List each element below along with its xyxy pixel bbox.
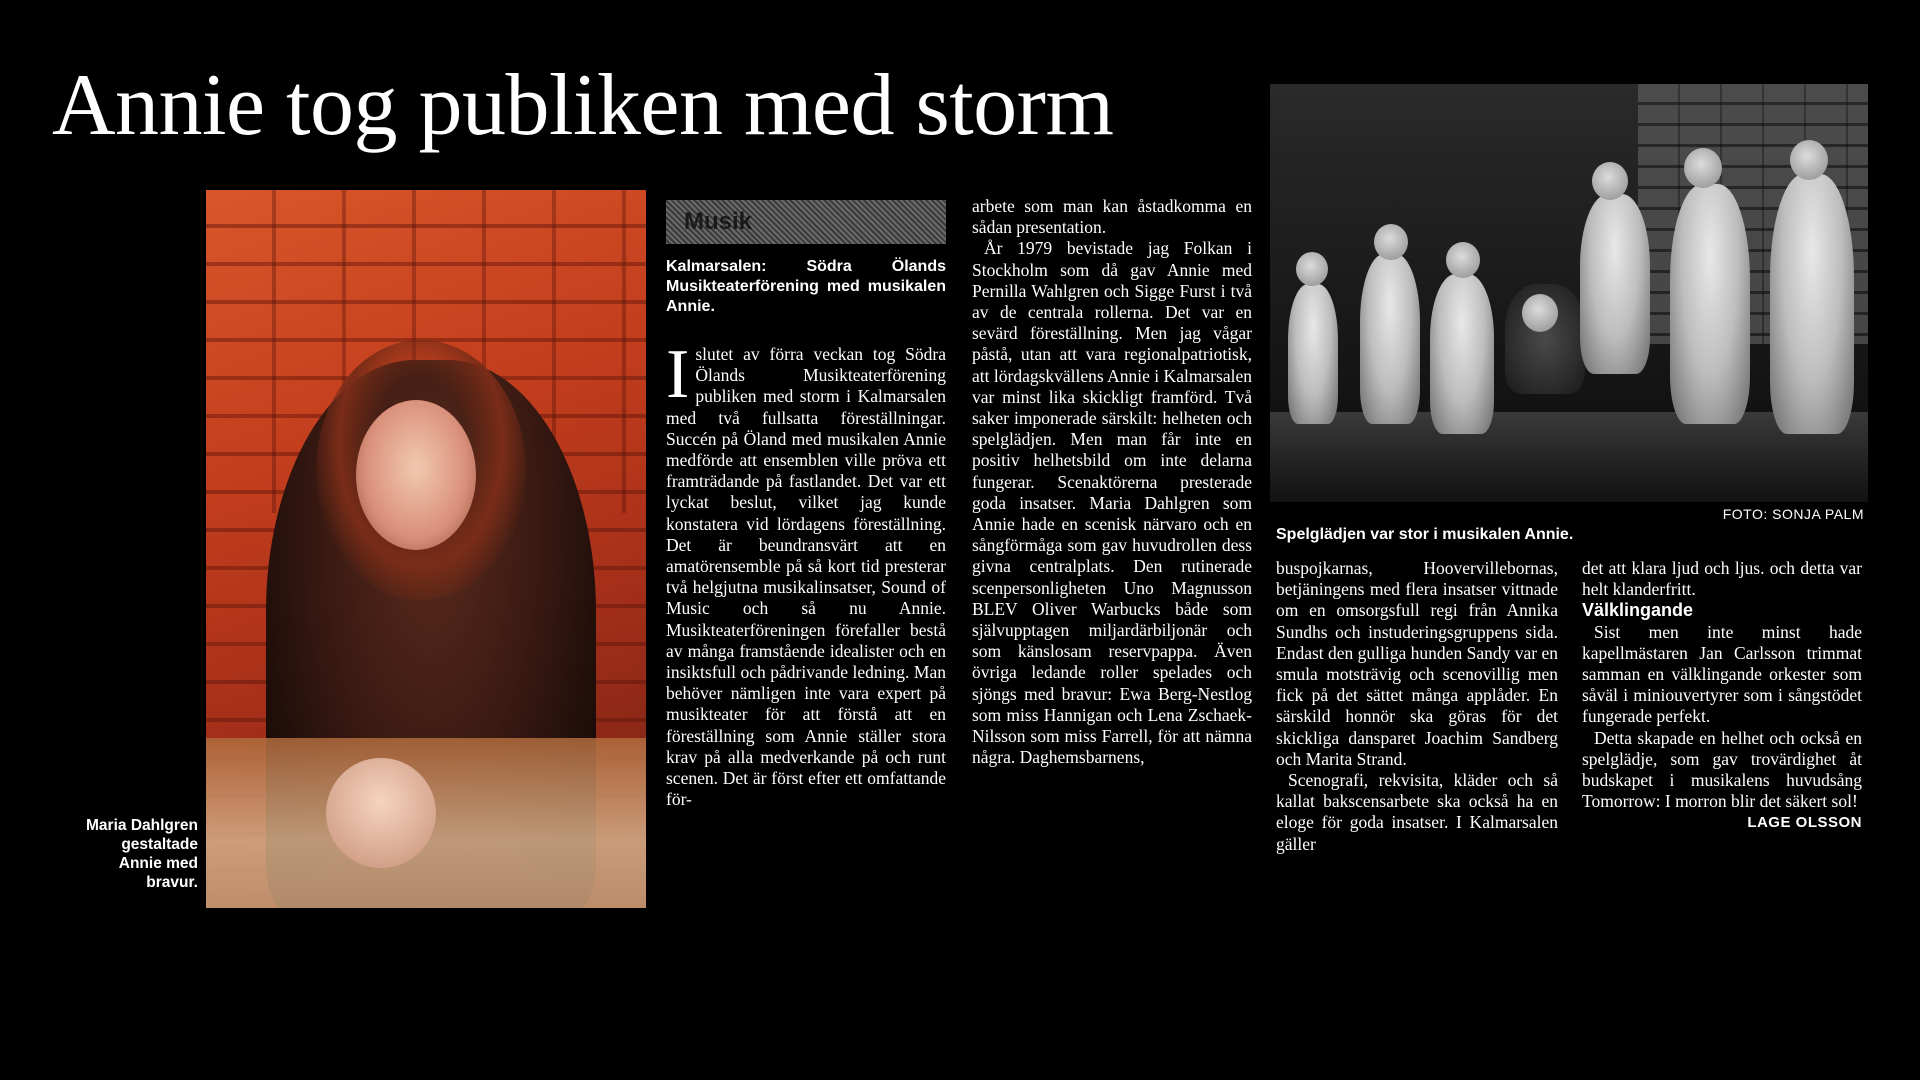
dropcap: I <box>666 336 690 413</box>
photo-ensemble <box>1270 84 1868 502</box>
photo-caption-left: Maria Dahlgren gestaltade Annie med bravur. <box>86 817 198 891</box>
intro-text: Kalmarsalen: Södra Ölands Musikteaterförening med musikalen Annie. <box>666 258 946 315</box>
section-label <box>666 200 946 244</box>
photo-credit: FOTO: SONJA PALM <box>1722 506 1864 522</box>
paragraph <box>666 336 946 810</box>
paragraph <box>1582 727 1862 832</box>
subheading: Välklingande <box>1582 600 1694 621</box>
paragraph: Scenografi, rekvisita, kläder och så kallat bakscensarbete ska också ha en eloge för goda insatser. I Kalmarsalen gäller <box>1276 770 1558 854</box>
paragraph: År 1979 bevistade jag Folkan i Stockholm som då gav Annie med Pernilla Wahlgren och Sigge Furst i två av de centrala rollerna. Det var en sevärd föreställning. Men jag vågar påstå, utan att vara regionalpatriotisk, att lördagskvällens Annie i Kalmarsalen var minst lika skickligt framförd. Två saker imponerade särskilt: helheten och spelglädjen. Men man får inte en positiv helhetsbild om inte delarna fungerar. Scenaktörerna presterade goda insatser. Maria Dahlgren som Annie hade en scenisk närvaro och en sångförmåga som gav huvudrollen dess givna centralplats. Den rutinerade scenpersonligheten Uno Magnusson BLEV Oliver Warbucks både som självupptagen miljardärbiljonär och som känslosam reservpappa. Även övriga ledande roller spelades och sjöngs med bravur: Ewa Berg-Nestlog som miss Hannigan och Lena Zschaek-Nilsson som miss Farrell, för att nämna några. Daghemsbarnens, <box>972 238 1252 768</box>
headline: Annie tog publiken med storm <box>52 57 1114 154</box>
paragraph-text: slutet av förra veckan tog Södra Ölands Musikteaterförening publiken med storm i Kalmarsalen med två fullsatta föreställningar. Succén på Öland med musikalen Annie medförde att ensemblen ville pröva ett framträdande på fastlandet. Det var ett lyckat beslut, vilket jag kunde konstatera vid lördagens föreställning. Det är beundransvärt att en amatörensemble på så kort tid presterar två helgjutna musikalinsatser, Sound of Music och så nu Annie. Musikteaterföreningen förefaller bestå av många framstående idealister och en insiktsfull och pådrivande ledning. Man behöver nämligen inte vara expert på musikteater för att förstå att en föreställning som Annie ställer stora krav på alla medverkande på och runt scenen. Det är först efter ett omfattande för- <box>666 344 946 810</box>
column-3 <box>1276 558 1558 855</box>
paragraph-text: Detta skapade en helhet och också en spelglädje, som gav trovärdighet åt budskapet i musikalens huvudsång Tomorrow: I morron blir det säkert sol! <box>1582 727 1862 812</box>
paragraph: det att klara ljud och ljus. och detta var helt klanderfritt. <box>1582 558 1862 600</box>
paragraph: arbete som man kan åstadkomma en sådan presentation. <box>972 196 1252 238</box>
paragraph: buspojkarnas, Hoovervillebornas, betjäningens med flera insatser vittnade om en omsorgsfull regi från Annika Sundhs och instuderingsgruppens sida. Endast den gulliga hunden Sandy var en smula motsträvig och scenovillig men fick på det sättet många applåder. En särskild honnör ska göras för det skickliga dansparet Joachim Sandberg och Marita Strand. <box>1276 558 1558 769</box>
paragraph: Sist men inte minst hade kapellmästaren Jan Carlsson trimmat samman en välklingande orkester som såväl i miniouvertyrer som i sångstödet fungerade perfekt. <box>1582 621 1862 727</box>
photo-annie <box>206 190 646 908</box>
byline: LAGE OLSSON <box>1747 814 1862 832</box>
section-label-text: Musik <box>684 208 753 235</box>
column-2 <box>972 196 1252 768</box>
column-4 <box>1582 558 1862 834</box>
column-1 <box>666 336 946 810</box>
photo-caption-right: Spelglädjen var stor i musikalen Annie. <box>1276 526 1574 543</box>
